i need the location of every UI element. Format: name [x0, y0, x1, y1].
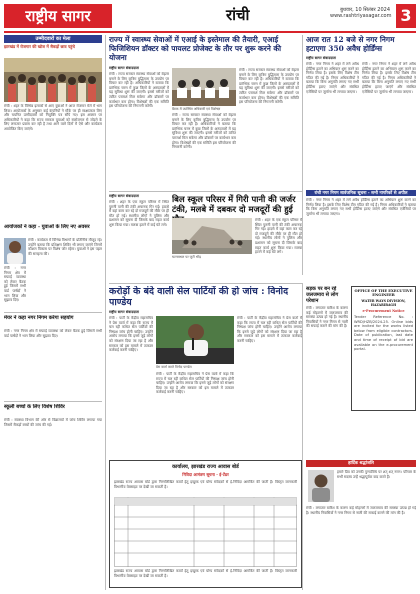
- edition-city: रांची: [226, 6, 250, 24]
- memorial-photo: [308, 470, 334, 502]
- right-top-headline: आज रात 12 बजे से नगर निगम हटाएगा 350 अवैध होर्डिंग्स: [306, 35, 395, 54]
- meeting-photo: [172, 68, 236, 106]
- masthead-meta: [330, 7, 390, 19]
- left-story-2: रांची : कार्यक्रम में विभिन्न विभागों के प्रतिनिधि मौजूद रहे। उन्होंने बताया कि प्रशिक्षण शिविर भी लगाए जाएंगे जिनमें कौशल विकास पर विशेष जोर रहेगा। युवाओं ने इस पहल की सराहना की।: [28, 238, 102, 256]
- right-body-1: रांची : लगातार बारिश के कारण कई मोहल्लों में जलजमाव की समस्या उत्पन्न हो गई है। स्थानीय निवासियों ने नगर निगम से नाली की सफाई कराने की मांग की है।: [306, 306, 348, 329]
- left-story-4: रांची : स्वास्थ्य विभाग की ओर से विद्यालयों में जांच शिविर लगाया गया जिसमें सैकड़ों बच्चों की जांच की गई।: [4, 418, 102, 427]
- left-story-2-wrap: रांची : नगर निगम क्षेत्र में सफाई व्यवस्था को लेकर बैठक हुई जिसमें सभी वार्ड पार्षदों ने भाग लिया और सुझाव दिए।: [4, 266, 26, 303]
- feature-body-col1: रांची : पार्टी के केंद्रीय महासचिव ने प्रेस वार्ता में कहा कि राज्य में चल रही कथित सेल पार्टियों की निष्पक्ष जांच होनी चाहिए। उन्होंने आरोप लगाया कि इनसे जुड़े लोगों को संरक्षण दिया जा रहा है और सरकार को इस मामले में तत्काल कार्रवाई करनी चाहिए।: [109, 316, 153, 353]
- feature-body-col2: रांची : पार्टी के केंद्रीय महासचिव ने प्रेस वार्ता में कहा कि राज्य में चल रही कथित सेल पार्टियों की निष्पक्ष जांच होनी चाहिए। उन्होंने आरोप लगाया कि इनसे जुड़े लोगों को संरक्षण दिया जा रहा है और सरकार को इस मामले में तत्काल कार्रवाई करनी चाहिए।: [156, 372, 234, 395]
- notice-strip-body: रांची : नगर निगम ने शहर में लगे अवैध होर्डिंग्स हटाने का अभियान शुरू करने का निर्णय लिया है। इसके लिए विशेष टीम गठित की गई है। निगम अधिकारियों ने बताया कि बिना अनुमति लगाए गए सभी होर्डिंग्स हटाए जाएंगे और संबंधित एजेंसियों पर जुर्माना भी लगाया जाएगा।: [306, 198, 416, 216]
- tender-notice-footer: झारखंड राज्य आवास बोर्ड द्वारा निम्नलिखित कार्यों हेतु इच्छुक एवं योग्य संवेदकों से ई-निविदा आमंत्रित की जाती है। विस्तृत जानकारी विभागीय वेबसाइट पर देखी जा सकती है।: [114, 569, 297, 578]
- middle-top-rule: [109, 191, 302, 192]
- engineer-advert: [351, 286, 416, 411]
- masthead-rule: [4, 31, 416, 33]
- masthead: [4, 4, 416, 30]
- feature-photo-caption: प्रेस वार्ता करते विनोद पाण्डेय: [156, 365, 192, 369]
- left-story-3: रांची : नगर निगम क्षेत्र में सफाई व्यवस्था को लेकर बैठक हुई जिसमें सभी वार्ड पार्षदों ने भाग लिया और सुझाव दिए।: [4, 329, 102, 338]
- accident-photo: [172, 218, 252, 254]
- advert-subtitle: WATER WAYS DIVISION, HAZARIBAGH: [361, 299, 406, 307]
- column-divider-left: [105, 35, 106, 590]
- top-story-photo: [172, 68, 236, 106]
- top-story-photo-caption: बैठक में उपस्थित अधिकारी एवं विशेषज्ञ: [172, 107, 221, 111]
- right-top-byline: राष्ट्रीय सागर संवाददाता: [306, 56, 336, 60]
- right-top-body-col2: रांची : नगर निगम ने शहर में लगे अवैध होर्डिंग्स हटाने का अभियान शुरू करने का निर्णय लिया है। इसके लिए विशेष टीम गठित की गई है। निगम अधिकारियों ने बताया कि बिना अनुमति लगाए गए सभी होर्डिंग्स हटाए जाएंगे और संबंधित एजेंसियों पर जुर्माना भी लगाया जाएगा।: [362, 62, 416, 94]
- memorial-portrait: [308, 470, 334, 502]
- feature-photo: [156, 316, 234, 364]
- middle-story-headline: बिल स्कूल परिसर में गिरी पानी की जर्जर टंकी, मलबे में दबकर दो मजदूरों की हुई: [172, 194, 296, 214]
- portrait-photo: [4, 238, 26, 264]
- date-line: बुधवार, 10 सितंबर 2024: [340, 7, 390, 13]
- tender-notice: [109, 460, 302, 588]
- feature-headline: करोड़ों के बंदे वाली सेल पार्टियों की हो जांच : विनोद पाण्डेय: [109, 286, 289, 308]
- shradhanjali-body: हमारे प्रिय को उनकी पुण्यतिथि पर शत् शत् नमन। परिवार के सभी सदस्य उन्हें श्रद्धापूर्वक याद करते हैं।: [337, 470, 416, 479]
- edition-line: www.rashtriyasagar.com: [330, 13, 392, 19]
- top-story-body-col3: रांची : राज्य सरकार स्वास्थ्य सेवाओं को बेहतर बनाने के लिए कृत्रिम बुद्धिमत्ता के उपयोग पर विचार कर रही है। अधिकारियों ने बताया कि प्रारंभिक चरण में कुछ जिलों के अस्पतालों में यह सुविधा शुरू की जाएगी। इससे मरीजों को त्वरित परामर्श मिल सकेगा और डॉक्टरों पर कार्यभार कम होगा। विशेषज्ञों की एक समिति इस परियोजना की निगरानी करेगी।: [239, 68, 299, 105]
- newspaper-logo: राष्ट्रीय सागर: [4, 4, 112, 28]
- feature-body-col3: रांची : पार्टी के केंद्रीय महासचिव ने प्रेस वार्ता में कहा कि राज्य में चल रही कथित सेल पार्टियों की निष्पक्ष जांच होनी चाहिए। उन्होंने आरोप लगाया कि इनसे जुड़े लोगों को संरक्षण दिया जा रहा है और सरकार को इस मामले में तत्काल कार्रवाई करनी चाहिए।: [237, 316, 302, 343]
- tender-notice-body: झारखंड राज्य आवास बोर्ड द्वारा निम्नलिखित कार्यों हेतु इच्छुक एवं योग्य संवेदकों से ई-निविदा आमंत्रित की जाती है। विस्तृत जानकारी विभागीय वेबसाइट पर देखी जा सकती है।: [114, 480, 297, 489]
- left-headline-4: स्कूली बच्चों के लिए विशेष शिविर: [4, 404, 65, 410]
- notice-strip: रांची नगर निगम सार्वजनिक सूचना - सभी नागरिकों से अपील: [306, 190, 416, 196]
- shradhanjali-banner: हार्दिक श्रद्धांजलि: [306, 460, 416, 467]
- page-number: 3: [396, 4, 416, 28]
- left-subhead: झारखंड में रोजगार की खोज में सैकड़ों छात्र पहुंचे: [4, 44, 75, 49]
- left-divider-2: [4, 401, 102, 402]
- advert-title: OFFICE OF THE EXECUTIVE ENGINEER: [354, 289, 413, 298]
- left-portrait: [4, 238, 26, 264]
- right-body-2: रांची : लगातार बारिश के कारण कई मोहल्लों में जलजमाव की समस्या उत्पन्न हो गई है। स्थानीय निवासियों ने नगर निगम से नाली की सफाई कराने की मांग की है।: [306, 506, 416, 515]
- advert-notice-label: e-Procurement Notice: [362, 309, 405, 313]
- right-top-body-col1: रांची : नगर निगम ने शहर में लगे अवैध होर्डिंग्स हटाने का अभियान शुरू करने का निर्णय लिया है। इसके लिए विशेष टीम गठित की गई है। निगम अधिकारियों ने बताया कि बिना अनुमति लगाए गए सभी होर्डिंग्स हटाए जाएंगे और संबंधित एजेंसियों पर जुर्माना भी लगाया जाएगा।: [306, 62, 359, 94]
- top-story-headline: राज्य में स्वास्थ्य सेवाओं में एआई के इस्तेमाल की तैयारी, एआई फिजिशियन डॉक्टर को पायलट प्रोजेक्ट के तौर पर शुरू करने की योजना: [109, 35, 281, 63]
- middle-story-byline: राष्ट्रीय सागर संवाददाता: [109, 194, 139, 198]
- top-story-body-col1: रांची : राज्य सरकार स्वास्थ्य सेवाओं को बेहतर बनाने के लिए कृत्रिम बुद्धिमत्ता के उपयोग पर विचार कर रही है। अधिकारियों ने बताया कि प्रारंभिक चरण में कुछ जिलों के अस्पतालों में यह सुविधा शुरू की जाएगी। इससे मरीजों को त्वरित परामर्श मिल सकेगा और डॉक्टरों पर कार्यभार कम होगा। विशेषज्ञों की एक समिति इस परियोजना की निगरानी करेगी।: [109, 72, 169, 109]
- left-section-header: उम्मीदवारों का मेला: [4, 35, 102, 43]
- crowd-photo: [4, 58, 102, 102]
- tender-notice-subtitle: निविदा आमंत्रण सूचना - ई-टेंडर: [182, 472, 229, 477]
- left-divider-1: [4, 312, 102, 313]
- column-divider-right-lower: [302, 283, 303, 590]
- top-story-body-col2: रांची : राज्य सरकार स्वास्थ्य सेवाओं को बेहतर बनाने के लिए कृत्रिम बुद्धिमत्ता के उपयोग पर विचार कर रही है। अधिकारियों ने बताया कि प्रारंभिक चरण में कुछ जिलों के अस्पतालों में यह सुविधा शुरू की जाएगी। इससे मरीजों को त्वरित परामर्श मिल सकेगा और डॉक्टरों पर कार्यभार कम होगा। विशेषज्ञों की एक समिति इस परियोजना की निगरानी करेगी।: [172, 113, 236, 150]
- advert-body: Tender Reference No. : WRD/HZB/2024-25. Online bids are invited for the works listed below from eligible contractors. Date of publication, last date and time of receipt of bid are available on the e-procurement portal.: [354, 315, 413, 352]
- middle-story-body-col2: रांची : शहर के एक स्कूल परिसर में स्थित पुरानी पानी की टंकी अचानक गिर गई। हादसे में वहां काम कर रहे दो मजदूरों की मौके पर ही मौत हो गई। स्थानीय लोगों ने पुलिस और प्रशासन को सूचना दी जिसके बाद राहत कार्य शुरू किया गया। मलबा हटाने में कई घंटे लगे।: [255, 218, 302, 255]
- feature-top-rule: [109, 283, 302, 284]
- middle-story-body-col1: रांची : शहर के एक स्कूल परिसर में स्थित पुरानी पानी की टंकी अचानक गिर गई। हादसे में वहां काम कर रहे दो मजदूरों की मौके पर ही मौत हो गई। स्थानीय लोगों ने पुलिस और प्रशासन को सूचना दी जिसके बाद राहत कार्य शुरू किया गया। मलबा हटाने में कई घंटे लगे।: [109, 200, 169, 227]
- left-story-1: रांची : शहर के विभिन्न इलाकों से आए युवाओं ने आज रोजगार मेले में भाग लिया। आयोजकों के अनुसार कई कंपनियों ने मौके पर ही साक्षात्कार लिए और चयनित उम्मीदवारों को नियुक्ति पत्र सौंपे गए। इस अवसर पर अधिकारियों ने कहा कि राज्य सरकार युवाओं को स्वरोजगार से जोड़ने के लिए लगातार प्रयास कर रही है तथा आने वाले दिनों में ऐसे और कार्यक्रम आयोजित किए जाएंगे।: [4, 104, 102, 131]
- press-conference-photo: [156, 316, 234, 364]
- tender-table: [114, 497, 297, 567]
- middle-story-photo: [172, 218, 252, 254]
- column-divider-right: [302, 35, 303, 275]
- left-headline-2: आयोजकों ने कहा - युवाओं के लिए नए अवसर: [4, 224, 90, 230]
- left-headline-3: मेयर ने कहा नगर निगम करेगा सहयोग: [4, 315, 74, 321]
- left-photo: [4, 58, 102, 102]
- top-story-byline: राष्ट्रीय सागर संवाददाता: [109, 66, 139, 70]
- middle-story-photo-caption: घटनास्थल पर जुटी भीड़: [172, 255, 201, 259]
- tender-notice-title: कार्यालय, झारखंड राज्य आवास बोर्ड: [172, 464, 239, 470]
- feature-byline: राष्ट्रीय सागर संवाददाता: [109, 310, 139, 314]
- right-headline-1: सड़क पर बन रहे जलजमाव से लोग परेशान: [306, 286, 339, 304]
